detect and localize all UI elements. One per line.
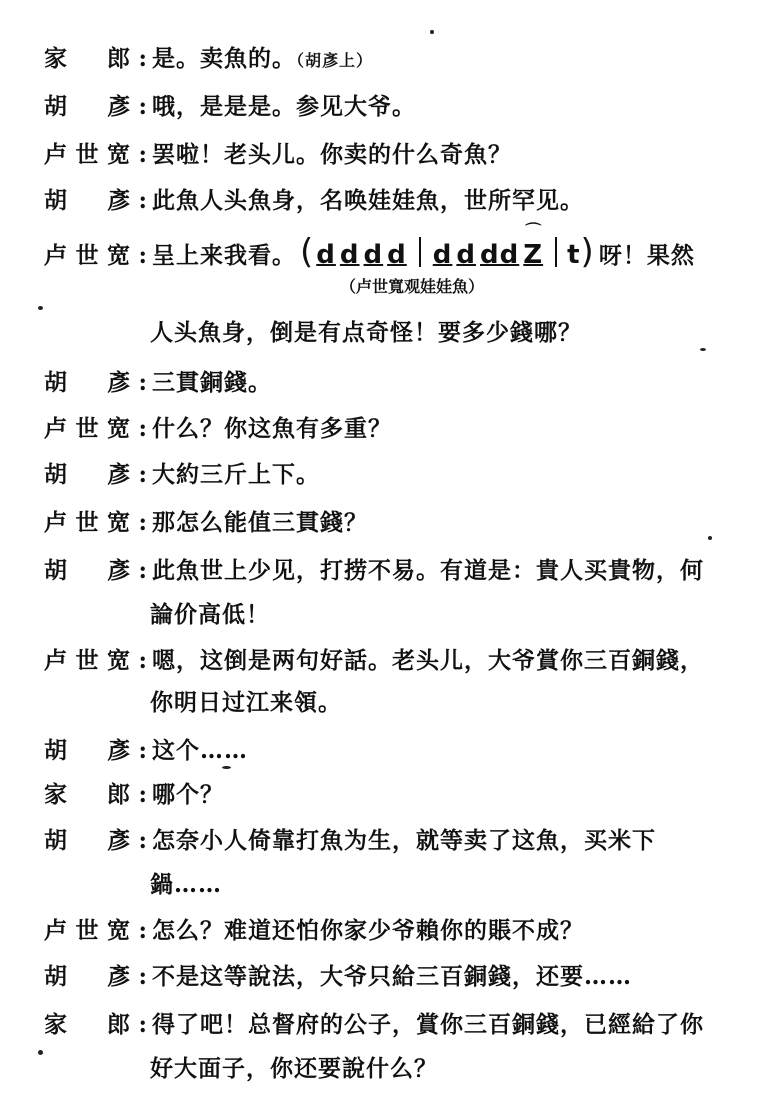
dialogue-continuation: 你明日过江来領。 [150,689,342,716]
dialogue-line [44,40,732,73]
dialogue-text: 哦，是是是。参见大爷。 [152,93,416,120]
dialogue-text: 此魚世上少见，打捞不易。有道是：貴人买貴物，何 [152,557,704,584]
speaker-name: 胡 彥: [44,461,148,488]
music-notation: ( d d d d d d dd ⌒ Z t ) [300,232,595,272]
dialogue-continuation: 人头魚身，倒是有点奇怪！要多少錢哪？ [150,319,582,346]
dialogue-continuation: 論价高低！ [150,601,270,628]
speaker-name: 胡 彥: [44,963,148,990]
dialogue-line [44,822,732,855]
dialogue-continuation: 鍋…… [150,871,222,898]
dialogue-text: 大約三斤上下。 [152,461,320,488]
dialogue-line [44,410,732,443]
dialogue-text: 哪个？ [152,781,224,808]
dialogue-line [44,1006,732,1039]
dialogue-text: 怎么？难道还怕你家少爷賴你的賬不成？ [152,917,584,944]
speaker-name: 胡 彥: [44,369,148,396]
ink-speck [700,348,706,351]
speaker-name: 家 郎: [44,45,148,72]
speaker-name: 卢世宽: [44,647,148,674]
dialogue-line [44,182,732,215]
dialogue-text: 三貫銅錢。 [152,369,272,396]
ink-speck [222,766,231,769]
dialogue-text: 不是这等說法，大爷只給三百銅錢，还要…… [152,963,632,990]
speaker-name: 卢世宽: [44,917,148,944]
dialogue-line [44,642,732,675]
speaker-name: 家 郎: [44,1011,148,1038]
dialogue-line [44,88,732,121]
dialogue-line [44,732,732,765]
dialogue-text: 这个…… [152,737,248,764]
speaker-name: 家 郎: [44,781,148,808]
dialogue-line [44,364,732,397]
speaker-name: 胡 彥: [44,93,148,120]
dialogue-line [44,776,732,809]
dialogue-line [44,912,732,945]
dialogue-text: 那怎么能值三貫錢？ [152,509,368,536]
bar-line [555,237,557,267]
ink-speck [708,536,712,540]
speaker-name: 卢世宽: [44,415,148,442]
ink-speck [430,30,434,34]
dialogue-line [44,456,732,489]
speaker-name: 卢世宽: [44,242,148,269]
dialogue-text: 是。卖魚的。（胡彥上） [152,45,374,72]
dialogue-text: 什么？你这魚有多重？ [152,415,392,442]
speaker-name: 胡 彥: [44,557,148,584]
dialogue-line [44,504,732,537]
speaker-name: 卢世宽: [44,141,148,168]
dialogue-line [44,552,732,585]
stage-direction: （卢世寬观娃娃魚） [340,277,485,296]
ink-speck [38,306,43,310]
speaker-name: 胡 彥: [44,187,148,214]
dialogue-text: 怎奈小人倚靠打魚为生，就等卖了这魚，买米下 [152,827,656,854]
speaker-name: 胡 彥: [44,827,148,854]
dialogue-text: 罢啦！老头儿。你卖的什么奇魚？ [152,141,512,168]
dialogue-text: 呈上来我看。 ( d d d d d d dd ⌒ Z t ) 呀！果然 [152,232,695,272]
dialogue-text: 嗯，这倒是两句好話。老头儿，大爷賞你三百銅錢， [152,647,704,674]
bar-line [419,237,421,267]
dialogue-text: 此魚人头魚身，名唤娃娃魚，世所罕见。 [152,187,584,214]
dialogue-line [44,232,732,272]
dialogue-line [44,136,732,169]
dialogue-continuation: 好大面子，你还要說什么？ [150,1055,438,1082]
stage-direction: （胡彥上） [296,51,374,70]
speaker-name: 卢世宽: [44,509,148,536]
dialogue-line [44,958,732,991]
ink-speck [38,1050,43,1055]
dialogue-text: 得了吧！总督府的公子，賞你三百銅錢，已經給了你 [152,1011,704,1038]
speaker-name: 胡 彥: [44,737,148,764]
